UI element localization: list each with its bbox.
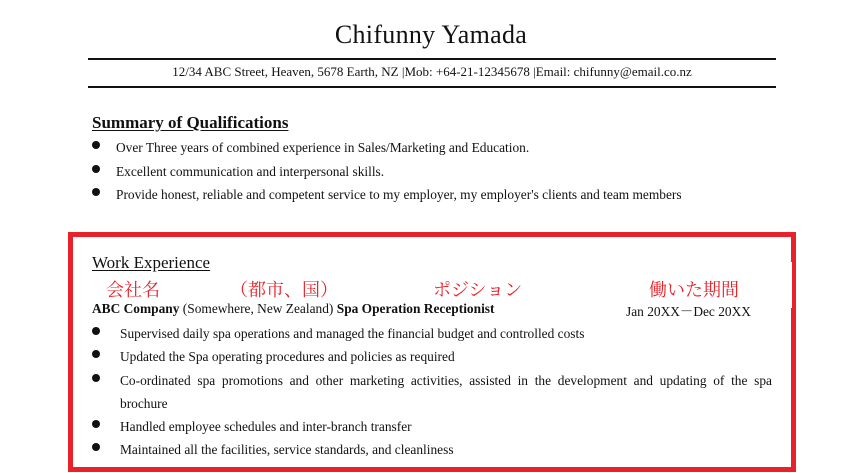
list-item: Maintained all the facilities, service standards, and cleanliness bbox=[92, 438, 772, 461]
company-location: (Somewhere, New Zealand) bbox=[182, 301, 334, 316]
list-item: Handled employee schedules and inter-branch transfer bbox=[92, 415, 772, 438]
list-item: Over Three years of combined experience in Sales/Marketing and Education. bbox=[92, 136, 726, 160]
contact-line: 12/34 ABC Street, Heaven, 5678 Earth, NZ |Mob: +64-21-12345678 |Email: chifunny@email.co.nz bbox=[172, 64, 692, 79]
work-duties-list bbox=[92, 322, 782, 462]
bullet-icon bbox=[92, 443, 100, 451]
bullet-icon bbox=[92, 350, 100, 358]
list-item: Excellent communication and interpersonal skills. bbox=[92, 160, 726, 184]
header-rule-top bbox=[88, 58, 776, 60]
annotation-company: 会社名 bbox=[106, 280, 160, 301]
bullet-icon bbox=[92, 327, 100, 335]
work-heading: Work Experience bbox=[92, 253, 211, 272]
bullet-icon bbox=[92, 165, 100, 173]
list-item: Provide honest, reliable and competent service to my employer, my employer's clients and team members bbox=[92, 183, 726, 207]
job-dates: Jan 20XX－Dec 20XX bbox=[626, 304, 751, 319]
list-item: Updated the Spa operating procedures and policies as required bbox=[92, 345, 772, 368]
company-name: ABC Company bbox=[92, 301, 180, 316]
annotation-city-country: （都市、国） bbox=[230, 280, 338, 301]
bullet-icon bbox=[92, 374, 100, 382]
resume-name: Chifunny Yamada bbox=[334, 20, 528, 49]
summary-heading: Summary of Qualifications bbox=[92, 113, 289, 132]
job-position: Spa Operation Receptionist bbox=[336, 301, 495, 316]
highlight-box-gap bbox=[784, 262, 792, 308]
bullet-icon bbox=[92, 420, 100, 428]
bullet-icon bbox=[92, 141, 100, 149]
list-item: Co-ordinated spa promotions and other marketing activities, assisted in the development and updating of the spa brochure bbox=[92, 369, 772, 416]
header-rule-bottom bbox=[88, 86, 776, 88]
summary-list bbox=[92, 136, 782, 207]
bullet-icon bbox=[92, 188, 100, 196]
company-line bbox=[92, 301, 494, 317]
annotation-position: ポジション bbox=[433, 280, 523, 301]
list-item: Supervised daily spa operations and managed the financial budget and controlled costs bbox=[92, 322, 772, 345]
annotation-period: 働いた期間 bbox=[649, 280, 739, 301]
